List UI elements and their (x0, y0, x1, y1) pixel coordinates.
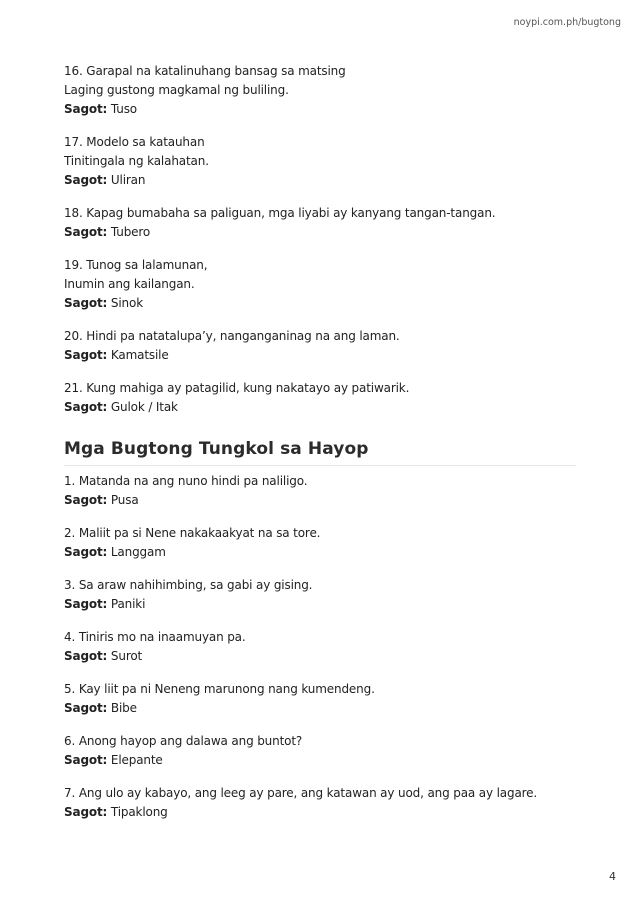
answer-label: Sagot: (64, 805, 108, 819)
riddle-text: 16. Garapal na katalinuhang bansag sa matsing (64, 64, 346, 78)
answer-value: Gulok / Itak (110, 400, 178, 414)
answer-value: Bibe (110, 701, 137, 715)
riddle-answer (64, 647, 576, 666)
riddle-text: 18. Kapag bumabaha sa paliguan, mga liyabi ay kanyang tangan-tangan. (64, 206, 496, 220)
riddle-text: 20. Hindi pa natatalupa’y, nanganganinag na ang laman. (64, 329, 400, 343)
riddle-answer (64, 751, 576, 770)
riddle-answer (64, 346, 576, 365)
page-number: 4 (609, 870, 616, 883)
riddle-text: 6. Anong hayop ang dalawa ang buntot? (64, 734, 303, 748)
answer-value: Tuso (110, 102, 137, 116)
riddle-entry (64, 524, 576, 562)
answer-value: Elepante (110, 753, 163, 767)
answer-value: Tubero (110, 225, 151, 239)
document-body (64, 62, 576, 836)
answer-label: Sagot: (64, 296, 108, 310)
riddle-answer (64, 543, 576, 562)
answer-label: Sagot: (64, 545, 108, 559)
riddle-answer (64, 595, 576, 614)
answer-label: Sagot: (64, 400, 108, 414)
riddle-answer (64, 171, 576, 190)
answer-label: Sagot: (64, 597, 108, 611)
section-heading: Mga Bugtong Tungkol sa Hayop (64, 439, 576, 466)
answer-label: Sagot: (64, 701, 108, 715)
riddle-entry (64, 256, 576, 313)
answer-label: Sagot: (64, 493, 108, 507)
riddle-answer (64, 699, 576, 718)
riddle-entry (64, 680, 576, 718)
answer-value: Sinok (110, 296, 143, 310)
riddle-text: 17. Modelo sa katauhan (64, 135, 205, 149)
riddle-entry (64, 784, 576, 822)
riddle-answer (64, 223, 576, 242)
riddle-text: 2. Maliit pa si Nene nakakaakyat na sa tore. (64, 526, 321, 540)
riddle-answer (64, 491, 576, 510)
riddle-answer (64, 803, 576, 822)
riddle-entry (64, 62, 576, 119)
answer-label: Sagot: (64, 753, 108, 767)
riddle-text: 1. Matanda na ang nuno hindi pa naliligo. (64, 474, 308, 488)
riddle-list-animals (64, 472, 576, 822)
riddle-entry (64, 472, 576, 510)
answer-value: Kamatsile (110, 348, 169, 362)
riddle-answer (64, 100, 576, 119)
answer-value: Tipaklong (110, 805, 168, 819)
riddle-text: Tinitingala ng kalahatan. (64, 154, 209, 168)
riddle-entry (64, 327, 576, 365)
answer-label: Sagot: (64, 348, 108, 362)
riddle-text: 19. Tunog sa lalamunan, (64, 258, 208, 272)
riddle-text: Laging gustong magkamal ng buliling. (64, 83, 289, 97)
riddle-text: Inumin ang kailangan. (64, 277, 195, 291)
answer-value: Uliran (110, 173, 146, 187)
answer-label: Sagot: (64, 173, 108, 187)
riddle-text: 7. Ang ulo ay kabayo, ang leeg ay pare, ang katawan ay uod, ang paa ay lagare. (64, 786, 538, 800)
riddle-text: 5. Kay liit pa ni Neneng marunong nang kumendeng. (64, 682, 375, 696)
riddle-text: 3. Sa araw nahihimbing, sa gabi ay gising. (64, 578, 313, 592)
answer-label: Sagot: (64, 102, 108, 116)
answer-value: Pusa (110, 493, 139, 507)
answer-value: Langgam (110, 545, 166, 559)
riddle-list-continued (64, 62, 576, 417)
riddle-entry (64, 628, 576, 666)
answer-value: Surot (110, 649, 143, 663)
source-url: noypi.com.ph/bugtong (513, 17, 621, 28)
riddle-answer (64, 398, 576, 417)
riddle-entry (64, 732, 576, 770)
riddle-entry (64, 576, 576, 614)
answer-label: Sagot: (64, 225, 108, 239)
riddle-text: 4. Tiniris mo na inaamuyan pa. (64, 630, 246, 644)
riddle-text: 21. Kung mahiga ay patagilid, kung nakatayo ay patiwarik. (64, 381, 410, 395)
answer-value: Paniki (110, 597, 146, 611)
riddle-entry (64, 379, 576, 417)
answer-label: Sagot: (64, 649, 108, 663)
riddle-entry (64, 204, 576, 242)
riddle-answer (64, 294, 576, 313)
riddle-entry (64, 133, 576, 190)
